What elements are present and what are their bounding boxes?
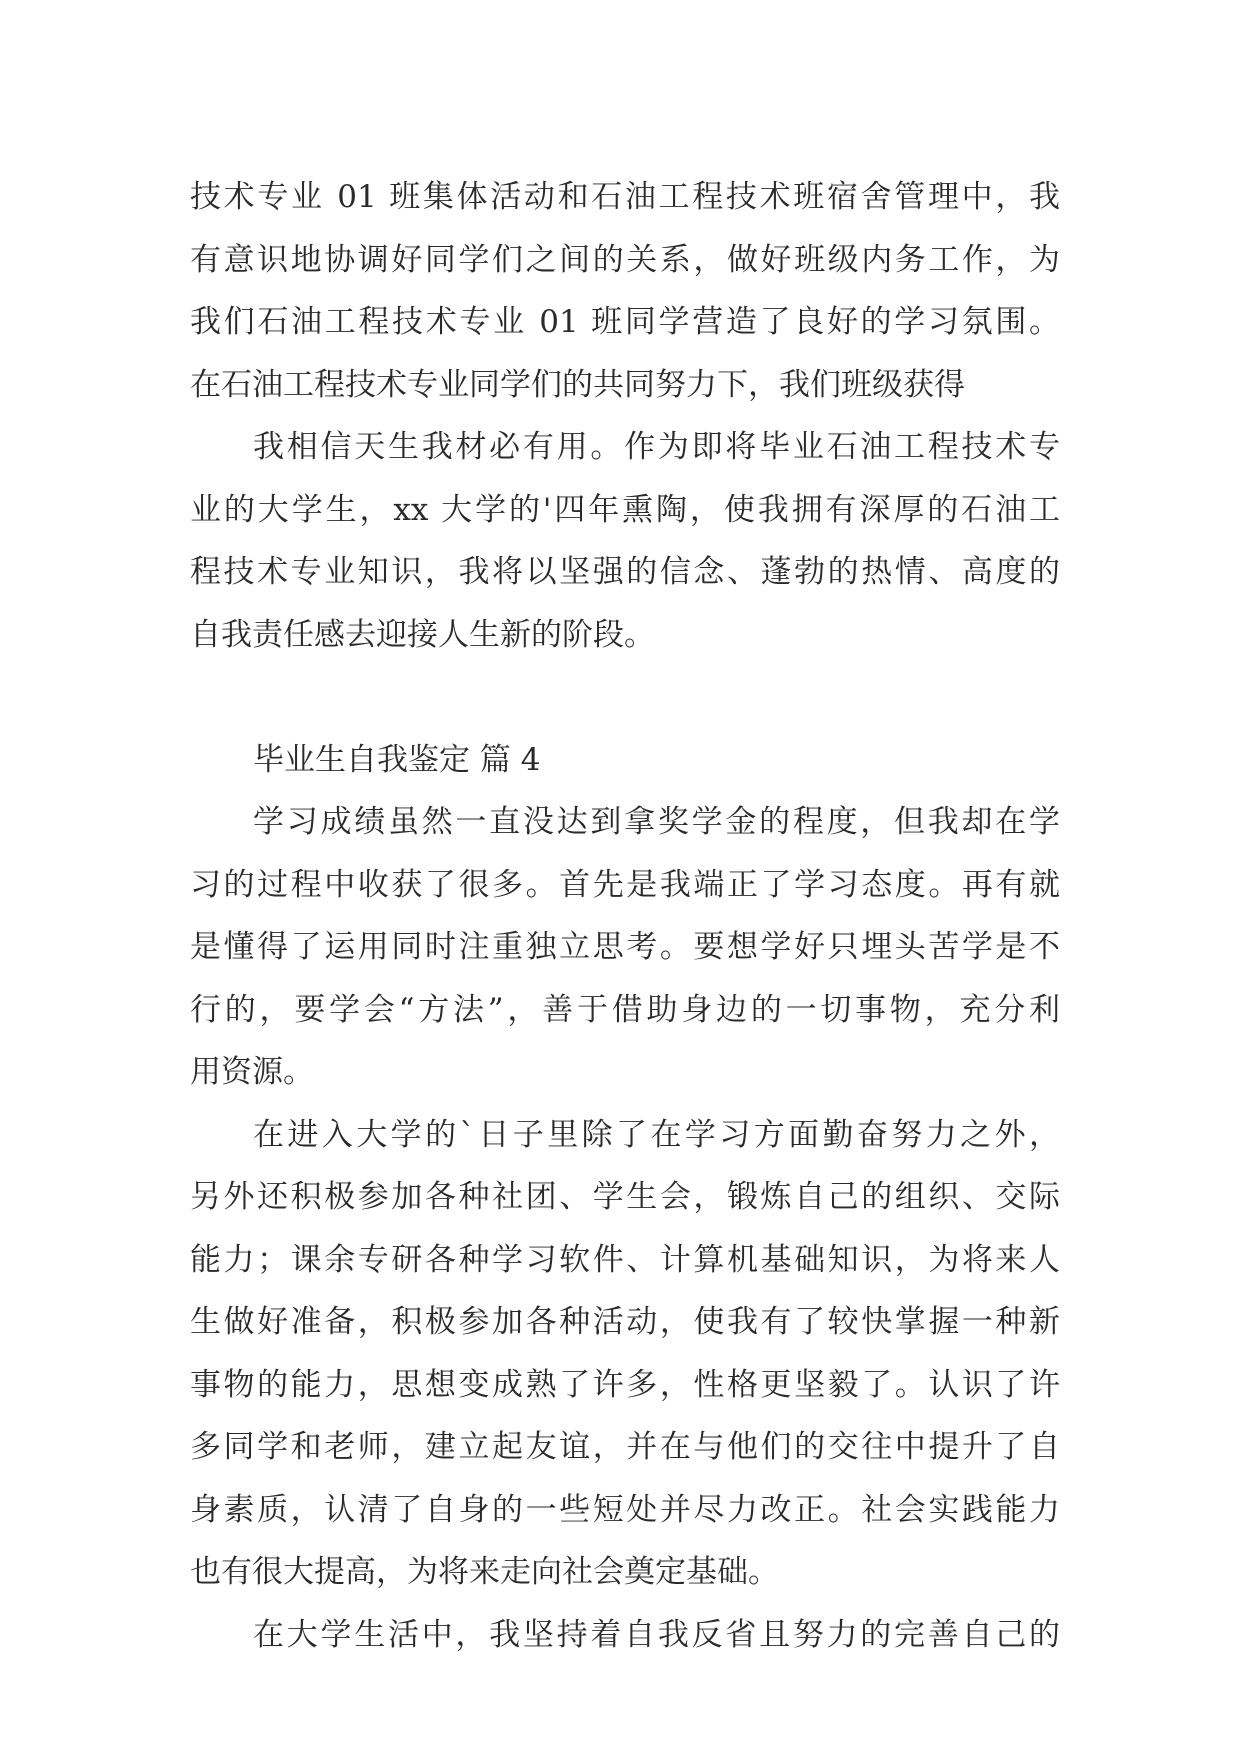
document-body [190,166,1060,1666]
text-line: 我们石油工程技术专业 01 班同学营造了良好的学习氛围。 [190,304,1060,340]
paragraph-activities [190,1104,1060,1604]
text-line: 自我责任感去迎接人生新的阶段。 [190,616,655,653]
text-line: 在大学生活中，我坚持着自我反省且努力的完善自己的 [253,1616,1060,1653]
section-heading [190,729,1060,792]
text-line: 事物的能力，思想变成熟了许多，性格更坚毅了。认识了许 [190,1366,1060,1403]
text-line: 在石油工程技术专业同学们的共同努力下，我们班级获得 [190,366,965,403]
text-line: 技术专业 01 班集体活动和石油工程技术班宿舍管理中，我 [190,179,1060,215]
paragraph-study [190,791,1060,1104]
text-line: 习的过程中收获了很多。首先是我端正了学习态度。再有就 [190,866,1060,903]
text-line: 行的，要学会“方法”，善于借助身边的一切事物，充分利 [190,991,1060,1028]
text-line: 生做好准备，积极参加各种活动，使我有了较快掌握一种新 [190,1304,1060,1340]
text-line: 有意识地协调好同学们之间的关系，做好班级内务工作，为 [190,241,1060,278]
paragraph-spacer [190,666,1060,729]
text-line: 另外还积极参加各种社团、学生会，锻炼自己的组织、交际 [190,1179,1060,1215]
text-line: 业的大学生，xx 大学的'四年熏陶，使我拥有深厚的石油工 [190,491,1060,528]
text-line: 程技术专业知识，我将以坚强的信念、蓬勃的热情、高度的 [190,554,1060,590]
text-line: 我相信天生我材必有用。作为即将毕业石油工程技术专 [253,429,1060,465]
text-line: 学习成绩虽然一直没达到拿奖学金的程度，但我却在学 [253,804,1060,840]
paragraph-continued [190,166,1060,416]
text-line: 也有很大提高，为将来走向社会奠定基础。 [190,1554,779,1590]
text-line: 在进入大学的`日子里除了在学习方面勤奋努力之外， [253,1116,1060,1153]
text-line: 能力；课余专研各种学习软件、计算机基础知识，为将来人 [190,1241,1060,1278]
text-line: 是懂得了运用同时注重独立思考。要想学好只埋头苦学是不 [190,929,1060,965]
text-line: 身素质，认清了自身的一些短处并尽力改正。社会实践能力 [190,1491,1060,1528]
paragraph-belief [190,416,1060,666]
paragraph-reflection [190,1604,1060,1667]
text-line: 多同学和老师，建立起友谊，并在与他们的交往中提升了自 [190,1429,1060,1465]
text-line: 用资源。 [190,1054,314,1090]
section-title: 毕业生自我鉴定 篇 4 [253,741,541,778]
